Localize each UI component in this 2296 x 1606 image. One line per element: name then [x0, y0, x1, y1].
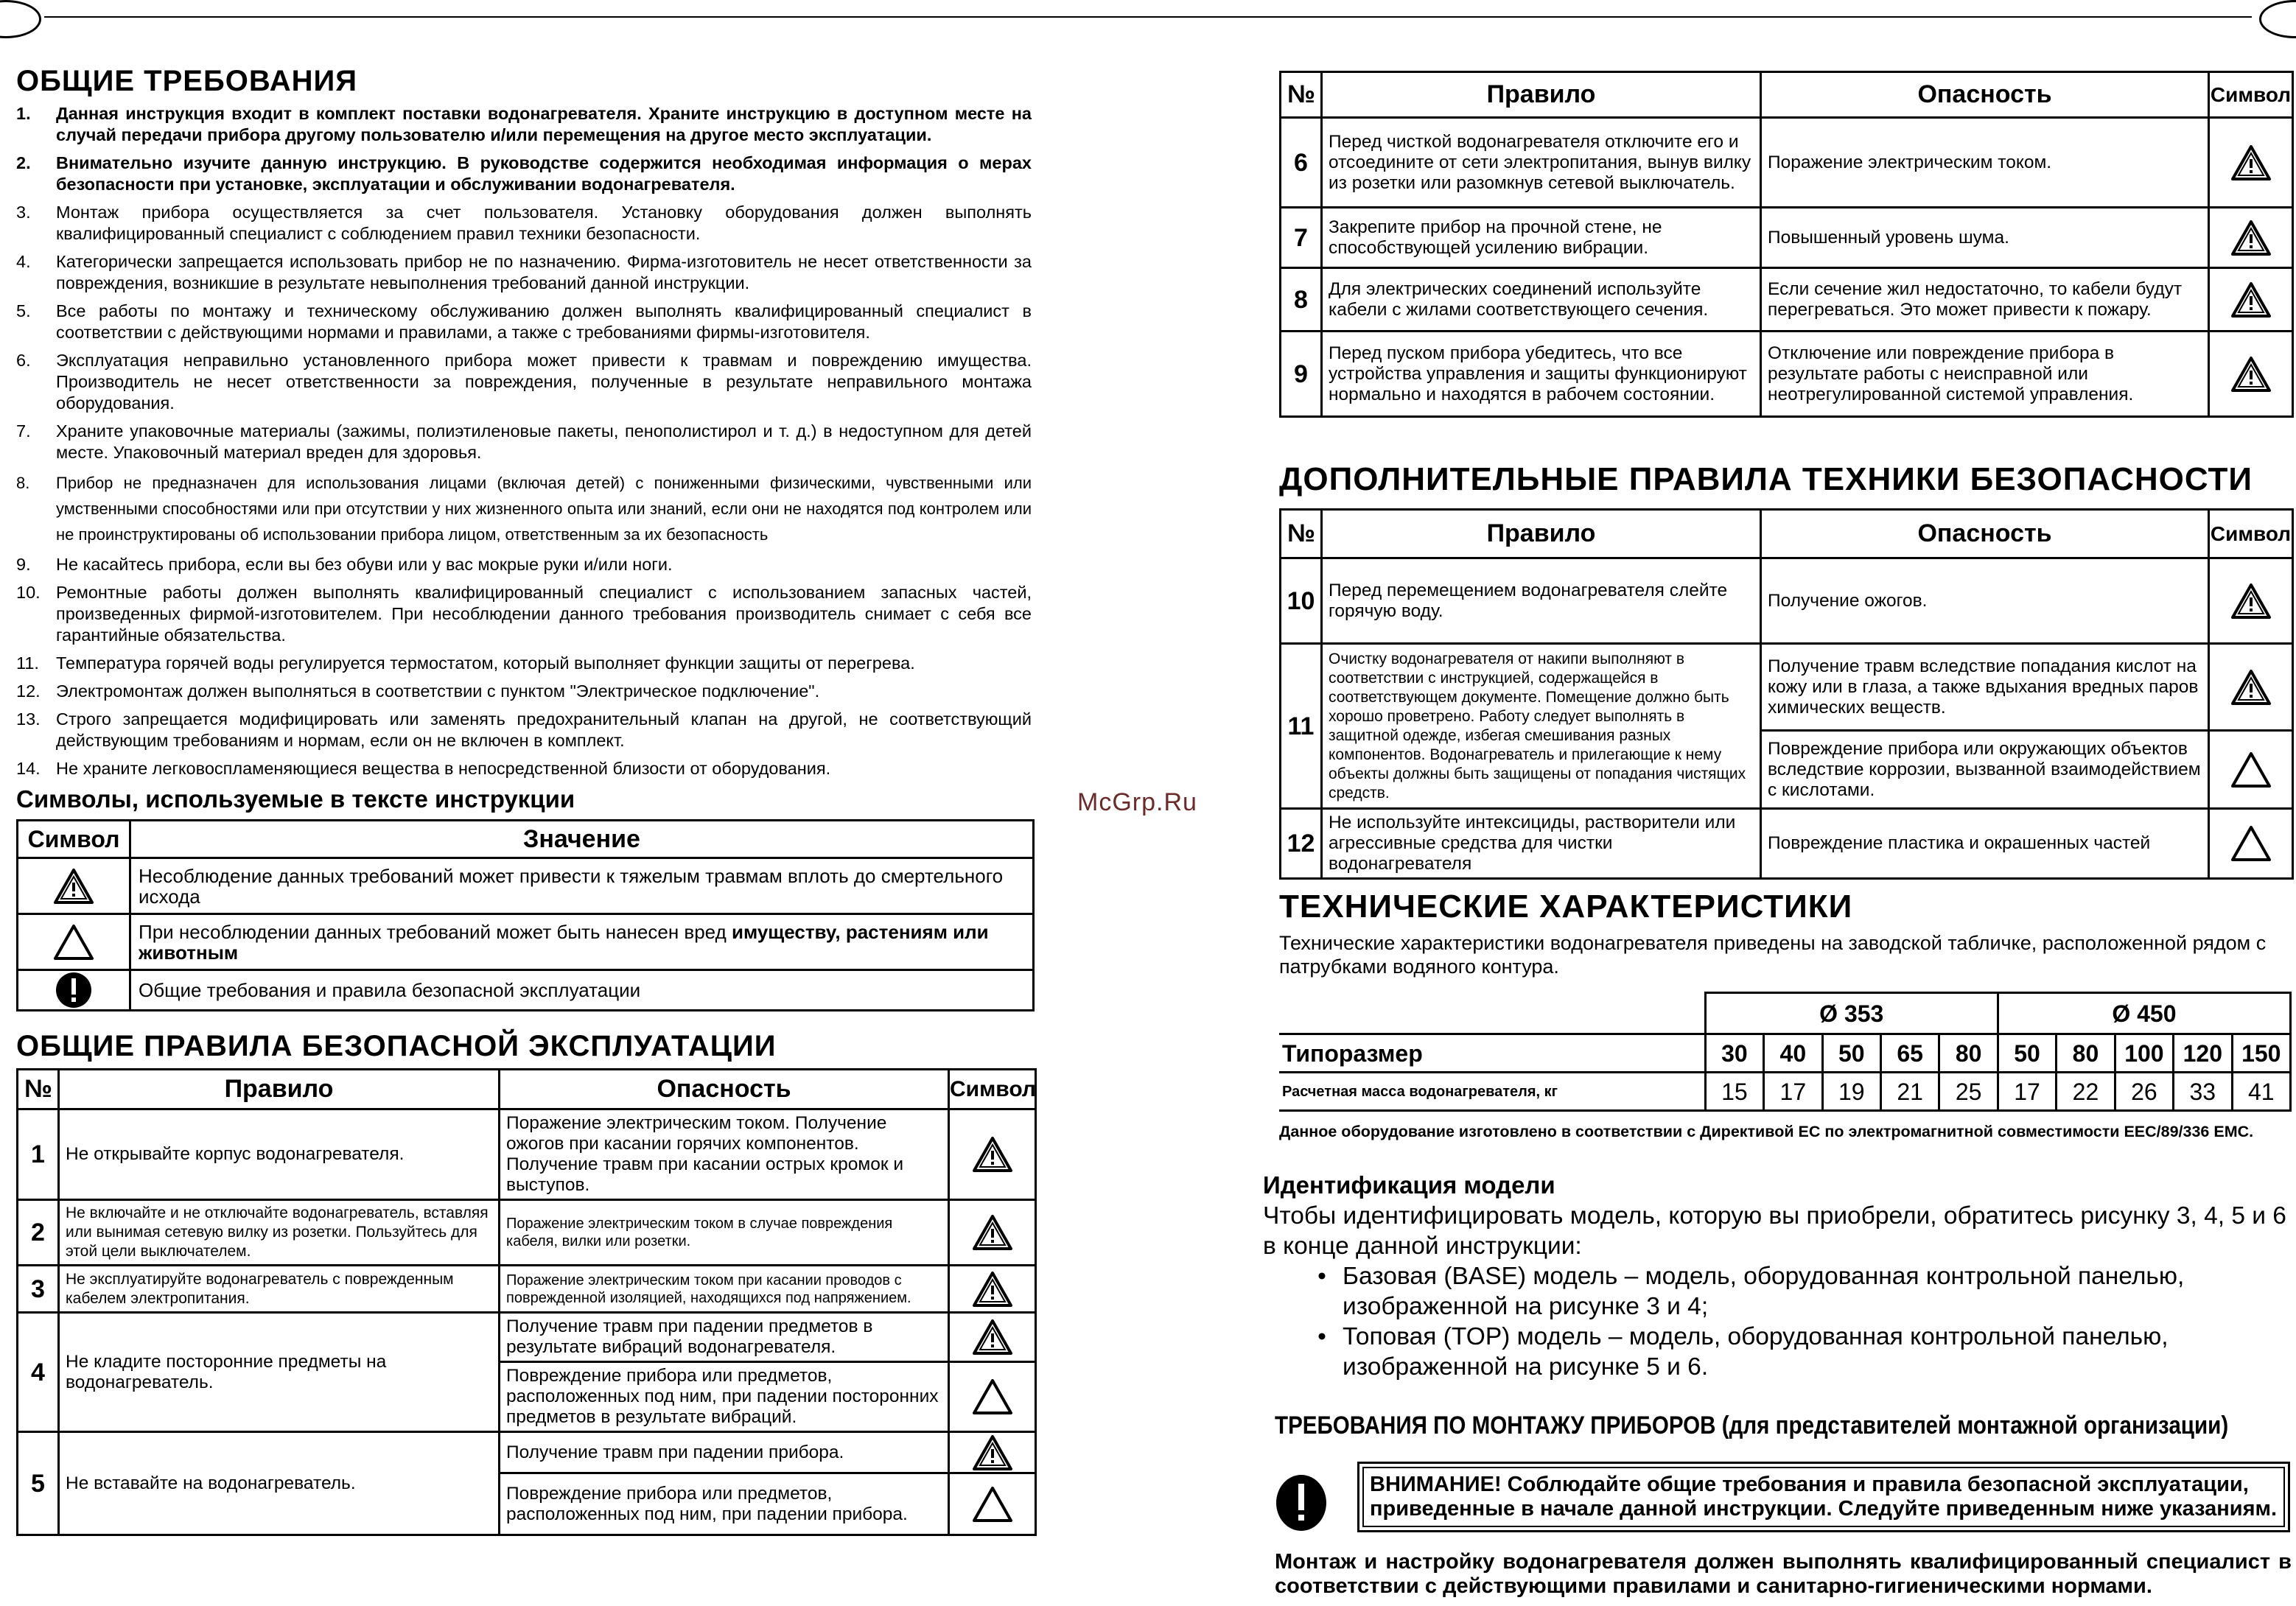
spec-mass-value: 22 [2057, 1073, 2115, 1111]
symbols-meaning-cell [130, 858, 1034, 914]
table-row [1281, 558, 2293, 644]
danger-text: Получение травм вследствие попадания кислот на кожу или в глаза, а также вдыхания вредных паров химических веществ. [1761, 644, 2209, 731]
warning-triangle-icon [972, 1319, 1013, 1356]
safety-rules-table [16, 1068, 1037, 1536]
symbols-icon-cell [18, 914, 130, 970]
symbols-header-symbol: Символ [18, 821, 130, 858]
danger-text: Поражение электрическим током в случае повреждения кабеля, вилки или розетки. [500, 1200, 949, 1266]
model-id-text: Чтобы идентифицировать модель, которую вы приобрели, обратитесь рисунку 3, 4, 5 и 6 в конце данной инструкции: [1263, 1202, 2286, 1260]
bullet-text: Топовая (TOP) модель – модель, оборудованная контрольной панелью, изображенной на рисунке 5 и 6. [1343, 1323, 2169, 1381]
spec-size-value: 80 [2057, 1034, 2115, 1073]
extra-header-rule: Правило [1322, 510, 1761, 558]
requirement-item [16, 470, 1032, 547]
requirement-number: 12. [16, 681, 41, 701]
warning-triangle-icon [2230, 281, 2272, 318]
requirement-item [16, 681, 1032, 702]
table-row [1281, 809, 2293, 879]
rule-number: 5 [18, 1432, 59, 1535]
spec-mass-value: 33 [2174, 1073, 2232, 1111]
danger-text: Повреждение прибора или предметов, расположенных под ним, при падении прибора. [500, 1473, 949, 1535]
bullet-dot: • [1317, 1323, 1326, 1350]
requirement-text: Храните упаковочные материалы (зажимы, полиэтиленовые пакеты, пенополистирол и т. д.) в недоступном для детей месте. Упаковочный материал вреден для здоровья. [56, 421, 1032, 462]
requirement-text: Ремонтные работы должен выполнять квалифицированный специалист с использованием запасных частей, произведенных фирмой-изготовителем. При несоблюдении данного требования производитель снимает с себя все гарантийные обязательства. [56, 583, 1032, 645]
symbol-cell [2209, 731, 2293, 809]
requirement-number: 5. [16, 301, 31, 320]
safety-header-symbol: Символ [949, 1070, 1036, 1109]
danger-text: Повышенный уровень шума. [1761, 208, 2209, 268]
warning-triangle-icon [972, 1271, 1013, 1308]
caution-triangle-icon [972, 1378, 1013, 1415]
rule-number: 4 [18, 1313, 59, 1432]
spec-size-value: 50 [1998, 1034, 2056, 1073]
requirement-number: 8. [16, 474, 30, 492]
rule-text: Перед пуском прибора убедитесь, что все устройства управления и защиты функционируют нормально и находятся в рабочем состоянии. [1322, 332, 1761, 417]
top-header-danger: Опасность [1761, 72, 2209, 118]
symbol-cell [2209, 644, 2293, 731]
bullet-text: Базовая (BASE) модель – модель, оборудованная контрольной панелью, изображенной на рисунке 3 и 4; [1343, 1263, 2185, 1320]
requirement-item [16, 758, 1032, 779]
requirement-item [16, 709, 1032, 751]
extra-rules-table [1279, 508, 2294, 880]
requirement-item [16, 301, 1032, 343]
spec-group-353: Ø 353 [1705, 993, 1998, 1034]
spec-size-value: 100 [2115, 1034, 2173, 1073]
caution-triangle-icon [972, 1486, 1013, 1523]
spec-mass-value: 26 [2115, 1073, 2173, 1111]
symbol-cell [2209, 809, 2293, 879]
exclamation-circle-icon [55, 971, 93, 1009]
rule-text: Перед чисткой водонагревателя отключите его и отсоедините от сети электропитания, вынув вилку из розетки или разомкнув сетевой выключатель. [1322, 118, 1761, 208]
symbol-cell [949, 1362, 1036, 1432]
table-row [18, 1266, 1036, 1313]
tech-title: ТЕХНИЧЕСКИЕ ХАРАКТЕРИСТИКИ [1279, 888, 1853, 925]
requirement-number: 4. [16, 252, 31, 271]
attention-box [1357, 1462, 2290, 1532]
rule-text: Для электрических соединений используйте кабели с жилами соответствующего сечения. [1322, 268, 1761, 332]
requirement-item [16, 653, 1032, 674]
requirement-text: Температура горячей воды регулируется термостатом, который выполняет функции защиты от перегрева. [56, 653, 915, 673]
requirement-item [16, 554, 1032, 575]
symbol-cell [2209, 118, 2293, 208]
requirement-number: 13. [16, 709, 41, 729]
rule-number: 11 [1281, 644, 1322, 809]
table-row [18, 1432, 1036, 1473]
top-header-symbol: Символ [2209, 72, 2293, 118]
model-id-title: Идентификация модели [1263, 1171, 1555, 1199]
warning-triangle-icon [972, 1136, 1013, 1173]
warning-triangle-icon [2230, 144, 2272, 181]
danger-text: Получение травм при падении прибора. [500, 1432, 949, 1473]
rule-text: Не эксплуатируйте водонагреватель с поврежденным кабелем электропитания. [59, 1266, 500, 1313]
spec-size-value: 40 [1764, 1034, 1822, 1073]
spec-size-value: 150 [2232, 1034, 2290, 1073]
exclamation-circle-icon [1275, 1473, 1328, 1532]
spec-size-value: 120 [2174, 1034, 2232, 1073]
rule-text: Не кладите посторонние предметы на водонагреватель. [59, 1313, 500, 1432]
rule-text: Закрепите прибор на прочной стене, не способствующей усилению вибрации. [1322, 208, 1761, 268]
table-row [18, 1200, 1036, 1266]
symbols-icon-cell [18, 970, 130, 1011]
extra-header-symbol: Символ [2209, 510, 2293, 558]
symbols-row [18, 970, 1034, 1011]
requirement-number: 11. [16, 653, 39, 673]
rule-number: 12 [1281, 809, 1322, 879]
spec-size-value: 80 [1939, 1034, 1998, 1073]
warning-triangle-icon [2230, 583, 2272, 620]
table-row [1281, 208, 2293, 268]
requirement-text: Не храните легковоспламеняющиеся вещества в непосредственной близости от оборудования. [56, 759, 831, 778]
requirement-text: Эксплуатация неправильно установленного прибора может привести к травмам и повреждению имущества. Производитель не несет ответственности за повреждения, полученные в результате неправильного монтажа оборудования. [56, 351, 1032, 413]
model-bullet-item [1301, 1322, 2295, 1382]
requirement-item [16, 202, 1032, 245]
top-header-rule: Правило [1322, 72, 1761, 118]
model-id-block [1263, 1201, 2295, 1382]
requirement-item [16, 350, 1032, 414]
rule-text: Не открывайте корпус водонагревателя. [59, 1109, 500, 1200]
general-requirements-title: ОБЩИЕ ТРЕБОВАНИЯ [16, 65, 357, 97]
requirement-item [16, 251, 1032, 294]
requirement-number: 14. [16, 759, 41, 778]
attention-text: ВНИМАНИЕ! Соблюдайте общие требования и правила безопасной эксплуатации, приведенные в начале данной инструкции. Следуйте приведенным ниже указаниям. [1362, 1467, 2285, 1527]
symbols-meaning-cell [130, 970, 1034, 1011]
symbol-cell [949, 1432, 1036, 1473]
danger-text: Поражение электрическим током при касании проводов с поврежденной изоляцией, находящихся под напряжением. [500, 1266, 949, 1313]
symbols-meaning-text: Несоблюдение данных требований может привести к тяжелым травмам вплоть до смертельного исхода [139, 864, 1004, 908]
rule-text: Перед перемещением водонагревателя слейте горячую воду. [1322, 558, 1761, 644]
symbol-cell [2209, 208, 2293, 268]
danger-text: Получение ожогов. [1761, 558, 2209, 644]
caution-triangle-icon [2230, 751, 2272, 788]
requirement-text: Категорически запрещается использовать прибор не по назначению. Фирма-изготовитель не несет ответственности за повреждения, возникшие в результате невыполнения требований данной инструкции. [56, 252, 1032, 292]
spec-size-value: 50 [1822, 1034, 1880, 1073]
symbol-cell [949, 1200, 1036, 1266]
symbols-title: Символы, используемые в тексте инструкции [16, 785, 575, 813]
spec-mass-value: 15 [1705, 1073, 1763, 1111]
danger-text: Если сечение жил недостаточно, то кабели будут перегреваться. Это может привести к пожару. [1761, 268, 2209, 332]
danger-text: Повреждение прибора или окружающих объектов вследствие коррозии, вызванной взаимодействием с кислотами. [1761, 731, 2209, 809]
safety-rules-title: ОБЩИЕ ПРАВИЛА БЕЗОПАСНОЙ ЭКСПЛУАТАЦИИ [16, 1030, 777, 1062]
table-row [18, 1313, 1036, 1362]
warning-triangle-icon [2230, 356, 2272, 393]
spec-size-value: 65 [1880, 1034, 1939, 1073]
danger-text: Отключение или повреждение прибора в результате работы с неисправной или неотрегулированной системой управления. [1761, 332, 2209, 417]
rule-number: 6 [1281, 118, 1322, 208]
requirement-text: Электромонтаж должен выполняться в соответствии с пунктом "Электрическое подключение". [56, 681, 820, 701]
requirement-number: 6. [16, 351, 31, 370]
table-row [1281, 118, 2293, 208]
requirement-number: 1. [16, 104, 31, 123]
rule-number: 3 [18, 1266, 59, 1313]
requirement-text: Строго запрещается модифицировать или заменять предохранительный клапан на другой, не соответствующий действующим требованиям и нормам, если он не включен в комплект. [56, 709, 1032, 750]
watermark: McGrp.Ru [1077, 788, 1197, 816]
safety-header-num: № [18, 1070, 59, 1109]
symbol-cell [949, 1473, 1036, 1535]
requirement-item [16, 421, 1032, 463]
bullet-dot: • [1317, 1263, 1326, 1290]
spec-mass-label: Расчетная масса водонагревателя, кг [1279, 1073, 1705, 1111]
spec-mass-value: 25 [1939, 1073, 1998, 1111]
requirement-item [16, 582, 1032, 646]
rule-number: 8 [1281, 268, 1322, 332]
requirement-text: Не касайтесь прибора, если вы без обуви или у вас мокрые руки и/или ноги. [56, 555, 673, 574]
symbols-meaning-text: Общие требования и правила безопасной эксплуатации [139, 979, 641, 1001]
rule-text: Очистку водонагревателя от накипи выполняют в соответствии с инструкцией, содержащейся в соответствующем документе. Помещение должно быть хорошо проветрено. Работу следует выполнять в защитной одежде, избегая смешивания разных компонентов. Водонагреватель и прилегающие к нему объекты должны быть защищены от попадания чистящих средств. [1322, 644, 1761, 809]
spec-size-value: 30 [1705, 1034, 1763, 1073]
warning-triangle-icon [2230, 220, 2272, 256]
requirement-number: 3. [16, 203, 31, 222]
install-text: Монтаж и настройку водонагревателя должен выполнять квалифицированный специалист в соответствии с действующими правилами и санитарно-гигиеническими нормами. [1275, 1550, 2292, 1598]
spec-mass-value: 17 [1998, 1073, 2056, 1111]
left-page [0, 0, 1046, 1606]
rule-number: 2 [18, 1200, 59, 1266]
symbol-cell [2209, 268, 2293, 332]
model-bullet-item [1301, 1261, 2295, 1322]
symbols-meaning-text: При несоблюдении данных требований может быть нанесен вред [139, 920, 732, 943]
requirement-text: Монтаж прибора осуществляется за счет пользователя. Установку оборудования должен выполнять квалифицированный специалист с соблюдением правил техники безопасности. [56, 203, 1032, 243]
requirements-list [16, 103, 1032, 786]
spec-size-label: Типоразмер [1279, 1034, 1705, 1073]
model-id-bullets [1263, 1261, 2295, 1382]
symbols-icon-cell [18, 858, 130, 914]
table-row [1281, 268, 2293, 332]
symbols-row [18, 858, 1034, 914]
spec-group-450: Ø 450 [1998, 993, 2290, 1034]
extra-header-danger: Опасность [1761, 510, 2209, 558]
symbols-row [18, 914, 1034, 970]
requirement-item [16, 152, 1032, 195]
symbols-meaning-cell [130, 914, 1034, 970]
install-title: ТРЕБОВАНИЯ ПО МОНТАЖУ ПРИБОРОВ (для представителей монтажной организации) [1275, 1412, 2229, 1440]
requirement-number: 2. [16, 153, 31, 172]
top-header-num: № [1281, 72, 1322, 118]
symbols-header-meaning: Значение [130, 821, 1034, 858]
caution-triangle-icon [53, 924, 94, 961]
requirement-item [16, 103, 1032, 146]
safety-header-rule: Правило [59, 1070, 500, 1109]
table-row [1281, 332, 2293, 417]
safety-header-danger: Опасность [500, 1070, 949, 1109]
spec-mass-value: 19 [1822, 1073, 1880, 1111]
symbol-cell [2209, 332, 2293, 417]
symbol-cell [949, 1109, 1036, 1200]
rule-text: Не вставайте на водонагреватель. [59, 1432, 500, 1535]
right-page [1263, 0, 2296, 1606]
symbol-cell [949, 1266, 1036, 1313]
rule-number: 9 [1281, 332, 1322, 417]
requirement-number: 7. [16, 421, 31, 441]
warning-triangle-icon [53, 868, 94, 905]
rule-number: 1 [18, 1109, 59, 1200]
warning-triangle-icon [972, 1214, 1013, 1251]
symbol-cell [2209, 558, 2293, 644]
requirement-text: Все работы по монтажу и техническому обслуживанию должен выполнять квалифицированный специалист в соответствии с действующими нормами и правилами, а также с требованиями фирмы-изготовителя. [56, 301, 1032, 342]
symbols-table [16, 819, 1035, 1011]
danger-text: Поражение электрическим током. [1761, 118, 2209, 208]
spec-mass-value: 41 [2232, 1073, 2290, 1111]
directive-text: Данное оборудование изготовлено в соответствии с Директивой ЕС по электромагнитной совместимости EEC/89/336 EMC. [1279, 1123, 2254, 1140]
symbols-meaning-bold: имуществу, растениям или животным [139, 920, 989, 964]
requirement-text: Внимательно изучите данную инструкцию. В руководстве содержится необходимая информация о мерах безопасности при установке, эксплуатации и обслуживании водонагревателя. [56, 153, 1032, 194]
symbol-cell [949, 1313, 1036, 1362]
table-row [18, 1109, 1036, 1200]
table-row [1281, 644, 2293, 731]
requirement-text: Прибор не предназначен для использования лицами (включая детей) с пониженными физическими, чувственными или умственными способностями или при отсутствии у них жизненного опыта или знаний, если они не находятся под контролем или не проинструктированы об использовании прибора лицом, ответственным за их безопасность [56, 474, 1032, 544]
danger-text: Повреждение прибора или предметов, расположенных под ним, при падении посторонних предметов в результате вибраций. [500, 1362, 949, 1432]
warning-triangle-icon [972, 1434, 1013, 1471]
rule-text: Не включайте и не отключайте водонагреватель, вставляя или вынимая сетевую вилку из розетки. Пользуйтесь для этой цели выключателем. [59, 1200, 500, 1266]
danger-text: Получение травм при падении предметов в результате вибраций водонагревателя. [500, 1313, 949, 1362]
requirement-number: 9. [16, 555, 31, 574]
danger-text: Повреждение пластика и окрашенных частей [1761, 809, 2209, 879]
tech-text: Технические характеристики водонагревателя приведены на заводской табличке, расположенной рядом с патрубками водяного контура. [1279, 932, 2267, 978]
spec-mass-value: 17 [1764, 1073, 1822, 1111]
requirement-text: Данная инструкция входит в комплект поставки водонагревателя. Храните инструкцию в доступном месте на случай передачи прибора другому пользователю и/или перемещения на другое место эксплуатации. [56, 104, 1032, 144]
danger-text: Поражение электрическим током. Получение ожогов при касании горячих компонентов. Получение травм при касании острых кромок и выступов. [500, 1109, 949, 1200]
spec-table [1279, 992, 2292, 1112]
warning-triangle-icon [2230, 669, 2272, 706]
caution-triangle-icon [2230, 825, 2272, 862]
spec-mass-value: 21 [1880, 1073, 1939, 1111]
extra-header-num: № [1281, 510, 1322, 558]
rule-number: 10 [1281, 558, 1322, 644]
requirement-number: 10. [16, 583, 41, 602]
rule-text: Не используйте интексициды, растворители или агрессивные средства для чистки водонагревателя [1322, 809, 1761, 879]
rules-table-continued [1279, 71, 2294, 418]
spec-corner [1279, 993, 1705, 1034]
extra-rules-title: ДОПОЛНИТЕЛЬНЫЕ ПРАВИЛА ТЕХНИКИ БЕЗОПАСНОСТИ [1279, 461, 2253, 497]
rule-number: 7 [1281, 208, 1322, 268]
